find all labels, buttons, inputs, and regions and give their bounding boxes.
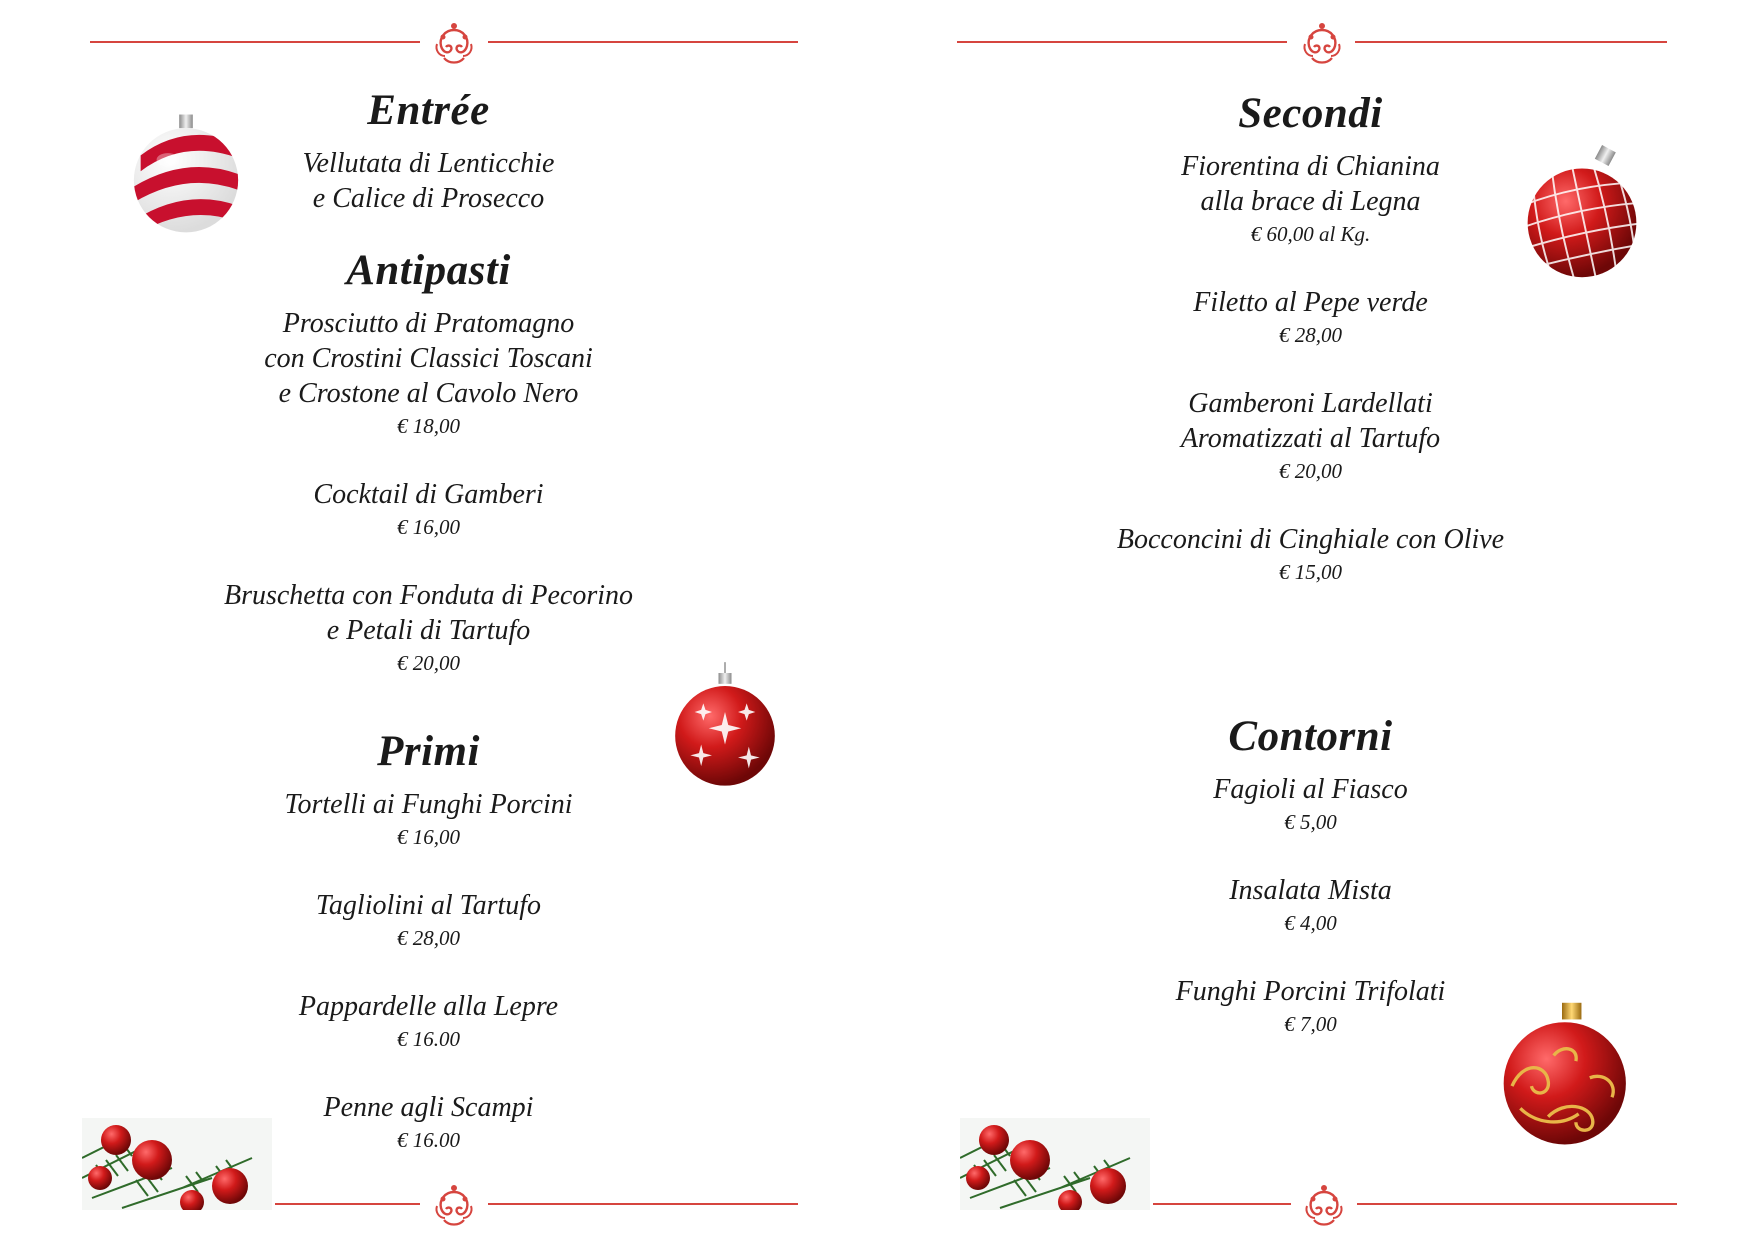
menu-line: Bocconcini di Cinghiale con Olive (1116, 524, 1505, 555)
menu-line: Filetto al Pepe verde (1193, 287, 1428, 318)
menu-line: Tagliolini al Tartufo (315, 890, 542, 921)
menu-price: € 4,00 (1284, 911, 1337, 935)
divider-line (275, 1203, 420, 1205)
menu-item (872, 149, 1749, 249)
menu-line: Bruschetta con Fonduta di Pecorino (223, 580, 634, 611)
divider-line (488, 1203, 798, 1205)
right-page (877, 0, 1754, 1240)
menu-price: € 16,00 (397, 515, 460, 539)
section-title: Entrée (367, 87, 490, 134)
divider-line (1357, 1203, 1677, 1205)
section-title: Secondi (1238, 90, 1383, 137)
menu-item (0, 989, 867, 1054)
menu-price: € 7,00 (1284, 1012, 1337, 1036)
menu-item (0, 578, 867, 678)
ornament-icon (1297, 1180, 1351, 1228)
menu-price: € 28,00 (1279, 323, 1342, 347)
menu-price: € 15,00 (1279, 560, 1342, 584)
menu-line: alla brace di Legna (1200, 186, 1421, 217)
section-title: Contorni (1228, 713, 1393, 760)
menu-item (0, 888, 867, 953)
menu-line: Fiorentina di Chianina (1181, 151, 1440, 182)
menu-price: € 20,00 (1279, 459, 1342, 483)
menu-line: Prosciutto di Pratomagno (282, 308, 575, 339)
menu-line: Cocktail di Gamberi (313, 479, 544, 510)
menu-price: € 18,00 (397, 414, 460, 438)
menu-line: e Calice di Prosecco (312, 183, 545, 214)
antipasti-section (0, 249, 867, 678)
menu-item (872, 386, 1749, 486)
menu-line: Vellutata di Lenticchie (302, 148, 555, 179)
menu-price: € 5,00 (1284, 810, 1337, 834)
menu-line: Aromatizzati al Tartufo (1180, 423, 1441, 454)
ornament-icon (427, 1180, 481, 1228)
divider-line (488, 41, 798, 43)
menu-price: € 60,00 al Kg. (1250, 222, 1371, 246)
menu-item (872, 772, 1749, 837)
divider-line (1153, 1203, 1291, 1205)
menu-line: Penne agli Scampi (323, 1092, 534, 1123)
pine-baubles-icon (960, 1118, 1150, 1210)
divider-line (957, 41, 1287, 43)
menu-line: e Crostone al Cavolo Nero (278, 378, 579, 409)
section-title: Antipasti (346, 247, 511, 294)
primi-section (0, 730, 867, 1155)
ornament-icon (427, 18, 481, 66)
menu-line: Fagioli al Fiasco (1213, 774, 1408, 805)
secondi-section (872, 92, 1749, 587)
menu-item (0, 306, 867, 441)
menu-price: € 16.00 (397, 1027, 460, 1051)
menu-line: Pappardelle alla Lepre (298, 991, 559, 1022)
menu-item (872, 285, 1749, 350)
menu-line: con Crostini Classici Toscani (264, 343, 593, 374)
divider-line (1355, 41, 1667, 43)
divider-line (90, 41, 420, 43)
ornament-icon (1295, 18, 1349, 66)
menu-price: € 16.00 (397, 1128, 460, 1152)
menu-item (0, 787, 867, 852)
menu-price: € 28,00 (397, 926, 460, 950)
menu-line: e Petali di Tartufo (326, 615, 531, 646)
section-title: Primi (377, 728, 480, 775)
menu-line: Gamberoni Lardellati (1188, 388, 1433, 419)
menu-item (872, 873, 1749, 938)
menu-price: € 20,00 (397, 651, 460, 675)
menu-line: Tortelli ai Funghi Porcini (284, 789, 573, 820)
menu-item (872, 974, 1749, 1039)
menu-item (0, 1090, 867, 1155)
menu-item (0, 477, 867, 542)
contorni-section (872, 715, 1749, 1039)
menu-price: € 16,00 (397, 825, 460, 849)
entree-section (0, 89, 867, 216)
menu-item (872, 522, 1749, 587)
menu-line: Insalata Mista (1229, 875, 1392, 906)
menu-line: Funghi Porcini Trifolati (1175, 976, 1446, 1007)
